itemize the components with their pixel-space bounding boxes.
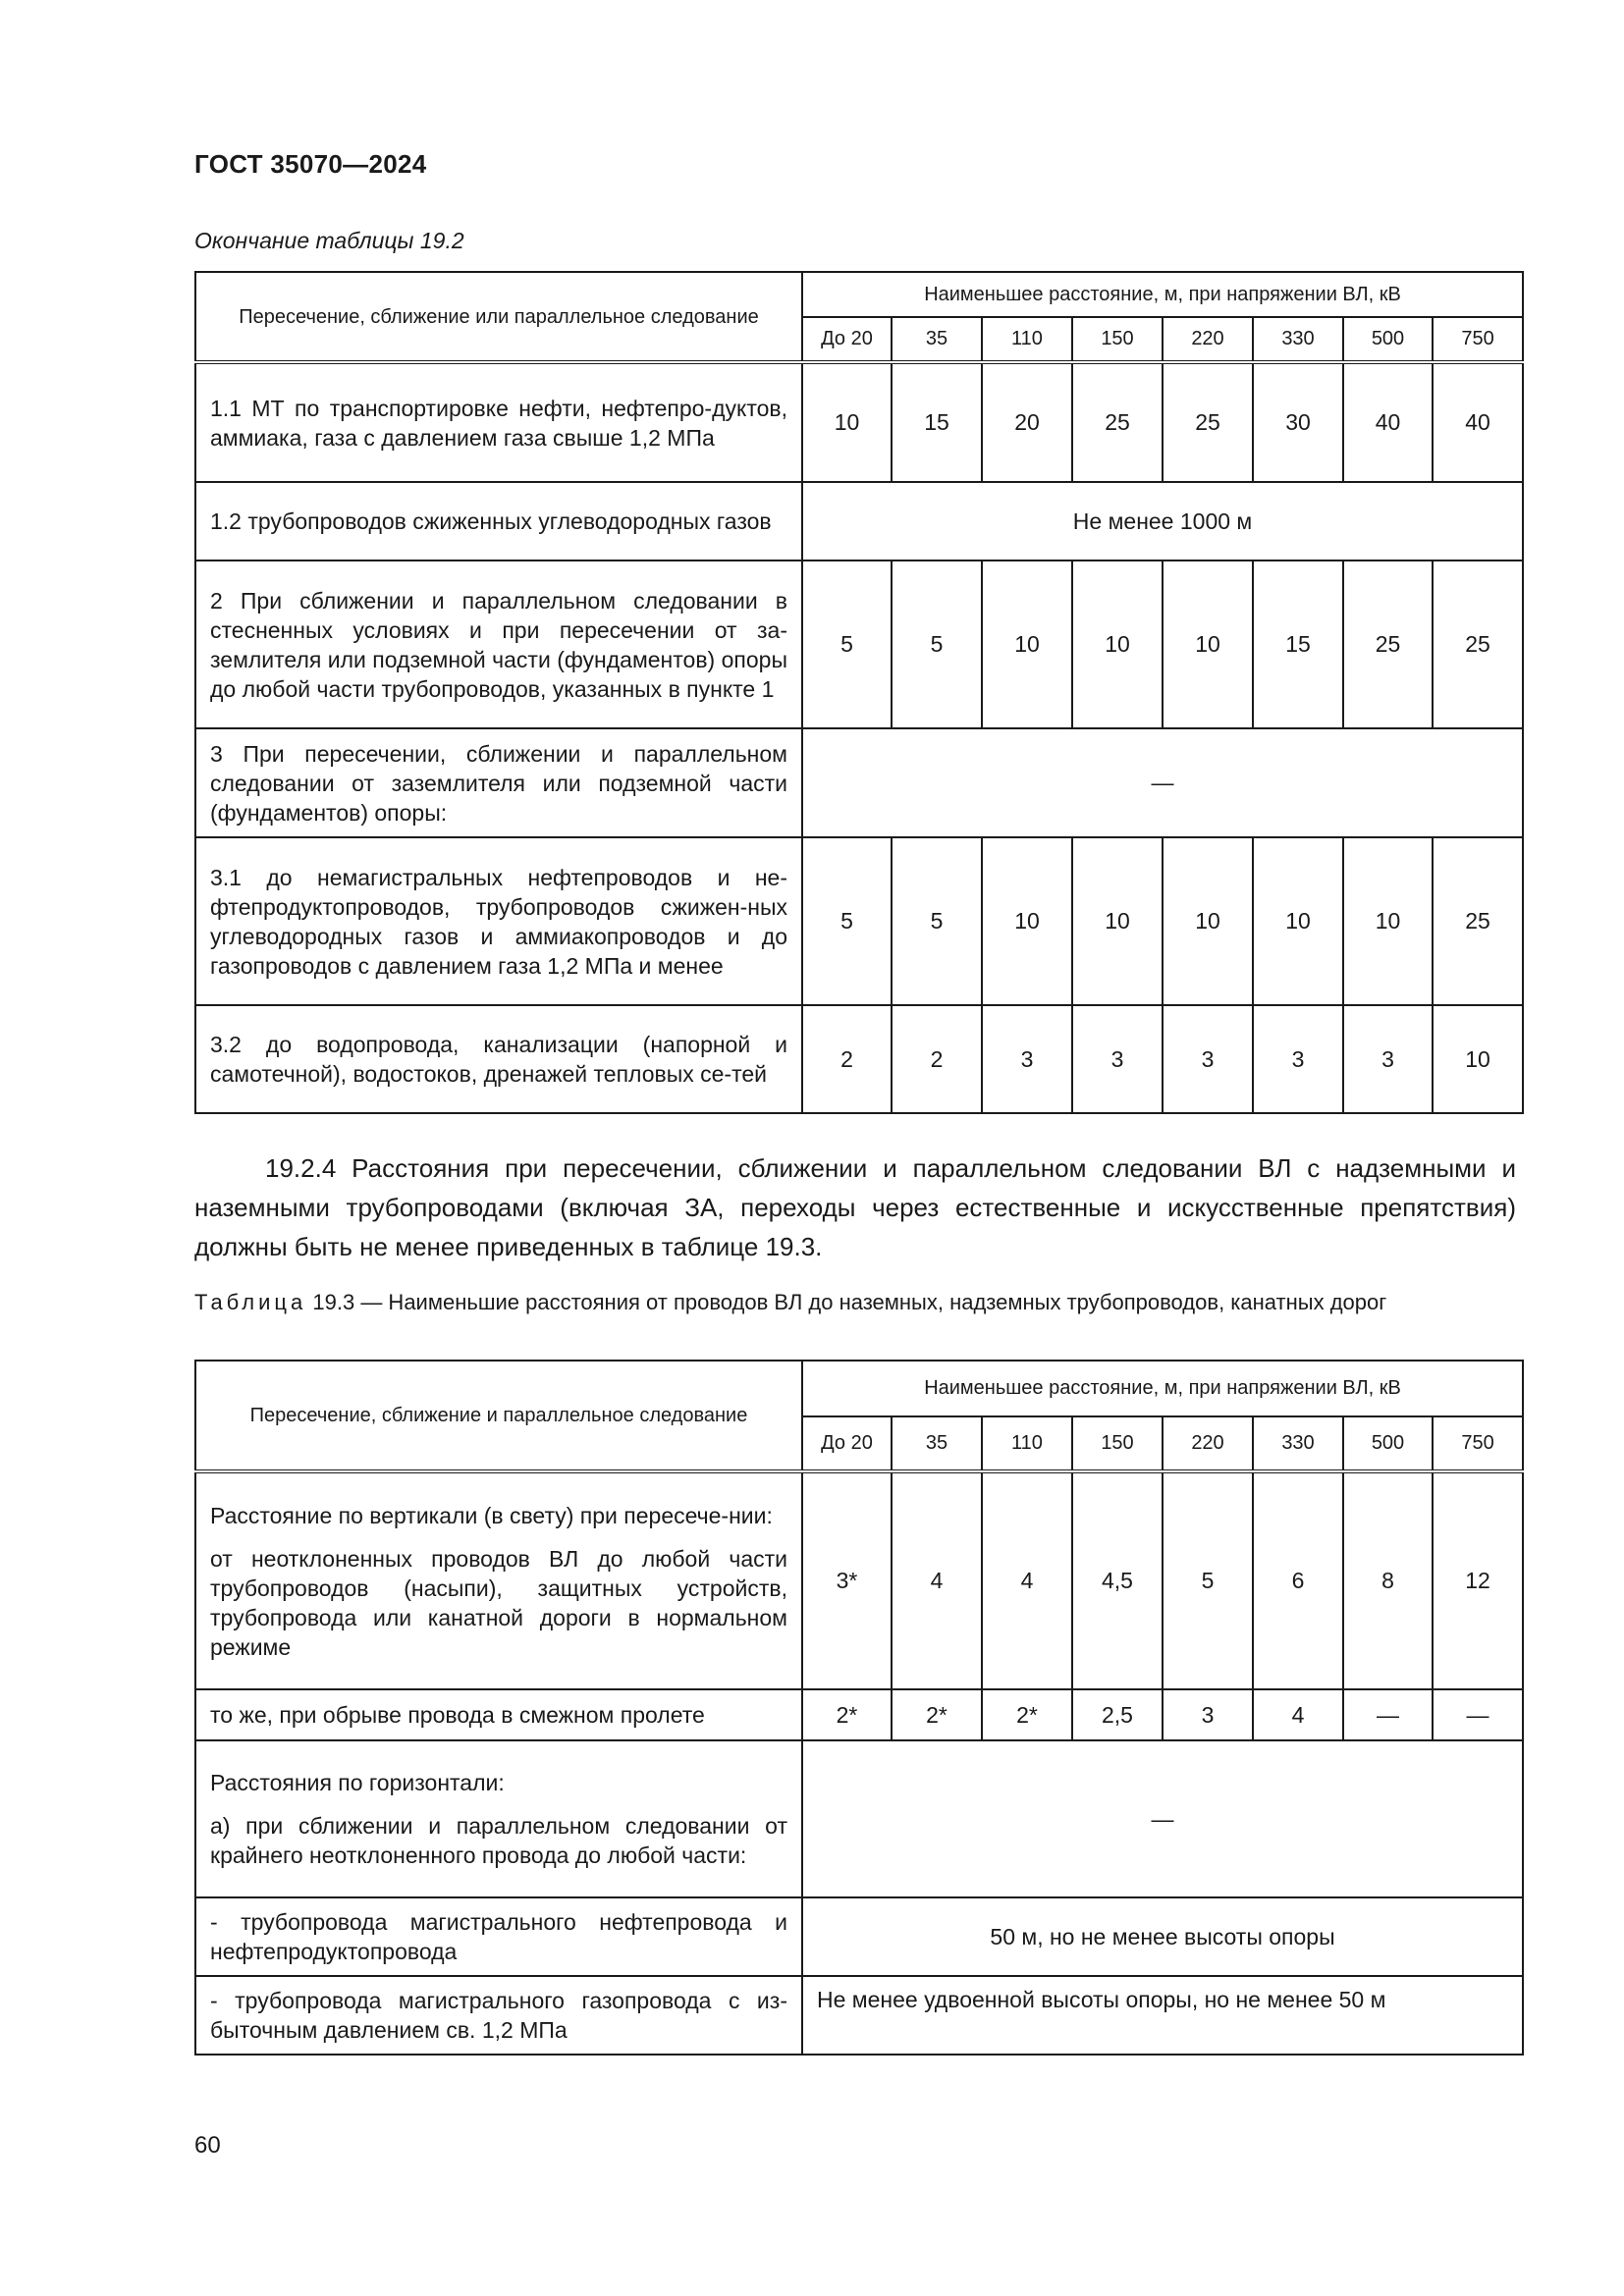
cell-value: 10 xyxy=(1163,837,1253,1005)
cell-value: 25 xyxy=(1433,837,1523,1005)
cell-value: 4,5 xyxy=(1072,1471,1163,1689)
paragraph-text: 19.2.4 Расстояния при пересечении, сближении и параллельном следовании ВЛ с надземными и наземными трубопроводами (включая ЗА, переходы через естественные и искусственные препятствия) должны быть не менее приведенных в таблице 19.3. xyxy=(194,1153,1516,1261)
table-19-3 xyxy=(194,1360,1524,2056)
row-description-line: от неотклоненных проводов ВЛ до любой части трубопроводов (насыпи), защитных устройств, трубопровода или канатной дороги в нормальном режиме xyxy=(210,1545,787,1660)
cell-value: 2* xyxy=(802,1689,892,1740)
merged-value: — xyxy=(802,1740,1523,1897)
table-row xyxy=(195,1689,1523,1740)
table-row xyxy=(195,837,1523,1005)
table-row xyxy=(195,1897,1523,1976)
row-description-line: Расстояния по горизонтали: xyxy=(210,1770,505,1795)
row-description: то же, при обрыве провода в смежном пролете xyxy=(195,1689,802,1740)
cell-value: 2 xyxy=(802,1005,892,1113)
document-header: ГОСТ 35070—2024 xyxy=(194,149,427,179)
cell-value: 2 xyxy=(892,1005,982,1113)
cell-value: 10 xyxy=(1433,1005,1523,1113)
table-title-text: 19.3 — Наименьшие расстояния от проводов ВЛ до наземных, надземных трубопроводов, канатных дорог xyxy=(312,1290,1387,1314)
cell-value: 15 xyxy=(1253,561,1343,728)
cell-value: 4 xyxy=(982,1471,1072,1689)
page-number: 60 xyxy=(194,2132,221,2159)
row-description: 1.2 трубопроводов сжиженных углеводородных газов xyxy=(195,482,802,561)
merged-value: Не менее удвоенной высоты опоры, но не менее 50 м xyxy=(802,1976,1523,2055)
cell-value: 5 xyxy=(1163,1471,1253,1689)
cell-value: 40 xyxy=(1343,362,1433,482)
voltage-header: 150 xyxy=(1072,317,1163,362)
table-label: Таблица xyxy=(194,1290,307,1314)
column-header-description: Пересечение, сближение или параллельное следование xyxy=(195,272,802,362)
row-description: 1.1 МТ по транспортировке нефти, нефтепро-дуктов, аммиака, газа с давлением газа свыше 1,2 МПа xyxy=(195,362,802,482)
cell-value: 8 xyxy=(1343,1471,1433,1689)
voltage-header: 220 xyxy=(1163,317,1253,362)
cell-value: 25 xyxy=(1163,362,1253,482)
voltage-header: 500 xyxy=(1343,317,1433,362)
cell-value: 15 xyxy=(892,362,982,482)
cell-value: 10 xyxy=(1163,561,1253,728)
row-description-line: Расстояние по вертикали (в свету) при пересече-нии: xyxy=(210,1502,773,1528)
table-row xyxy=(195,482,1523,561)
cell-value: 5 xyxy=(802,837,892,1005)
voltage-header: До 20 xyxy=(802,1416,892,1471)
table-header-row xyxy=(195,272,1523,317)
cell-value: 2* xyxy=(892,1689,982,1740)
voltage-header: 35 xyxy=(892,317,982,362)
cell-value: 25 xyxy=(1072,362,1163,482)
voltage-header: 35 xyxy=(892,1416,982,1471)
table-row xyxy=(195,1976,1523,2055)
cell-value: 10 xyxy=(1253,837,1343,1005)
voltage-header: 330 xyxy=(1253,1416,1343,1471)
table-row xyxy=(195,1471,1523,1689)
cell-value: 5 xyxy=(892,561,982,728)
cell-value: 25 xyxy=(1343,561,1433,728)
table-header-row xyxy=(195,1361,1523,1416)
cell-value: 2,5 xyxy=(1072,1689,1163,1740)
table-row xyxy=(195,362,1523,482)
row-description-line: а) при сближении и параллельном следовании от крайнего неотклоненного провода до любой части: xyxy=(210,1813,787,1868)
row-description xyxy=(195,1471,802,1689)
table-row xyxy=(195,561,1523,728)
cell-value: 4 xyxy=(892,1471,982,1689)
voltage-header: 110 xyxy=(982,317,1072,362)
cell-value: 20 xyxy=(982,362,1072,482)
merged-value: Не менее 1000 м xyxy=(802,482,1523,561)
cell-value: 10 xyxy=(982,837,1072,1005)
voltage-header: 110 xyxy=(982,1416,1072,1471)
column-header-voltage-group: Наименьшее расстояние, м, при напряжении ВЛ, кВ xyxy=(802,272,1523,317)
table-19-3-title xyxy=(194,1288,1516,1317)
cell-value: 10 xyxy=(1343,837,1433,1005)
voltage-header: 220 xyxy=(1163,1416,1253,1471)
table-row xyxy=(195,1740,1523,1897)
cell-value: 3 xyxy=(1343,1005,1433,1113)
cell-value: 30 xyxy=(1253,362,1343,482)
cell-value: — xyxy=(1343,1689,1433,1740)
cell-value: 3 xyxy=(982,1005,1072,1113)
voltage-header: 750 xyxy=(1433,1416,1523,1471)
row-description: 2 При сближении и параллельном следовании в стесненных условиях и при пересечении от за-землителя или подземной части (фундаментов) опоры до любой части трубопроводов, указанных в пункте 1 xyxy=(195,561,802,728)
cell-value: — xyxy=(1433,1689,1523,1740)
cell-value: 12 xyxy=(1433,1471,1523,1689)
paragraph-19-2-4 xyxy=(194,1148,1516,1266)
row-description: - трубопровода магистрального газопровода с из-быточным давлением св. 1,2 МПа xyxy=(195,1976,802,2055)
cell-value: 4 xyxy=(1253,1689,1343,1740)
row-description: 3 При пересечении, сближении и параллельном следовании от заземлителя или подземной части (фундаментов) опоры: xyxy=(195,728,802,837)
cell-value: 40 xyxy=(1433,362,1523,482)
column-header-voltage-group: Наименьшее расстояние, м, при напряжении ВЛ, кВ xyxy=(802,1361,1523,1416)
cell-value: 2* xyxy=(982,1689,1072,1740)
cell-value: 10 xyxy=(802,362,892,482)
column-header-description: Пересечение, сближение и параллельное следование xyxy=(195,1361,802,1471)
voltage-header: 150 xyxy=(1072,1416,1163,1471)
merged-value: — xyxy=(802,728,1523,837)
cell-value: 25 xyxy=(1433,561,1523,728)
table-row xyxy=(195,1005,1523,1113)
row-description: 3.2 до водопровода, канализации (напорной и самотечной), водостоков, дренажей тепловых се-тей xyxy=(195,1005,802,1113)
row-description: 3.1 до немагистральных нефтепроводов и не-фтепродуктопроводов, трубопроводов сжижен-ных углеводородных газов и аммиакопроводов и до газопроводов с давлением газа 1,2 МПа и менее xyxy=(195,837,802,1005)
cell-value: 3 xyxy=(1163,1689,1253,1740)
table-19-2 xyxy=(194,271,1524,1114)
cell-value: 3 xyxy=(1072,1005,1163,1113)
cell-value: 10 xyxy=(1072,561,1163,728)
cell-value: 3 xyxy=(1163,1005,1253,1113)
cell-value: 5 xyxy=(802,561,892,728)
cell-value: 3* xyxy=(802,1471,892,1689)
cell-value: 3 xyxy=(1253,1005,1343,1113)
row-description: - трубопровода магистрального нефтепровода и нефтепродуктопровода xyxy=(195,1897,802,1976)
voltage-header: 500 xyxy=(1343,1416,1433,1471)
voltage-header: 750 xyxy=(1433,317,1523,362)
voltage-header: До 20 xyxy=(802,317,892,362)
cell-value: 10 xyxy=(1072,837,1163,1005)
row-description xyxy=(195,1740,802,1897)
cell-value: 5 xyxy=(892,837,982,1005)
voltage-header: 330 xyxy=(1253,317,1343,362)
cell-value: 6 xyxy=(1253,1471,1343,1689)
merged-value: 50 м, но не менее высоты опоры xyxy=(802,1897,1523,1976)
table-19-2-continuation-caption: Окончание таблицы 19.2 xyxy=(194,228,464,253)
table-row xyxy=(195,728,1523,837)
cell-value: 10 xyxy=(982,561,1072,728)
